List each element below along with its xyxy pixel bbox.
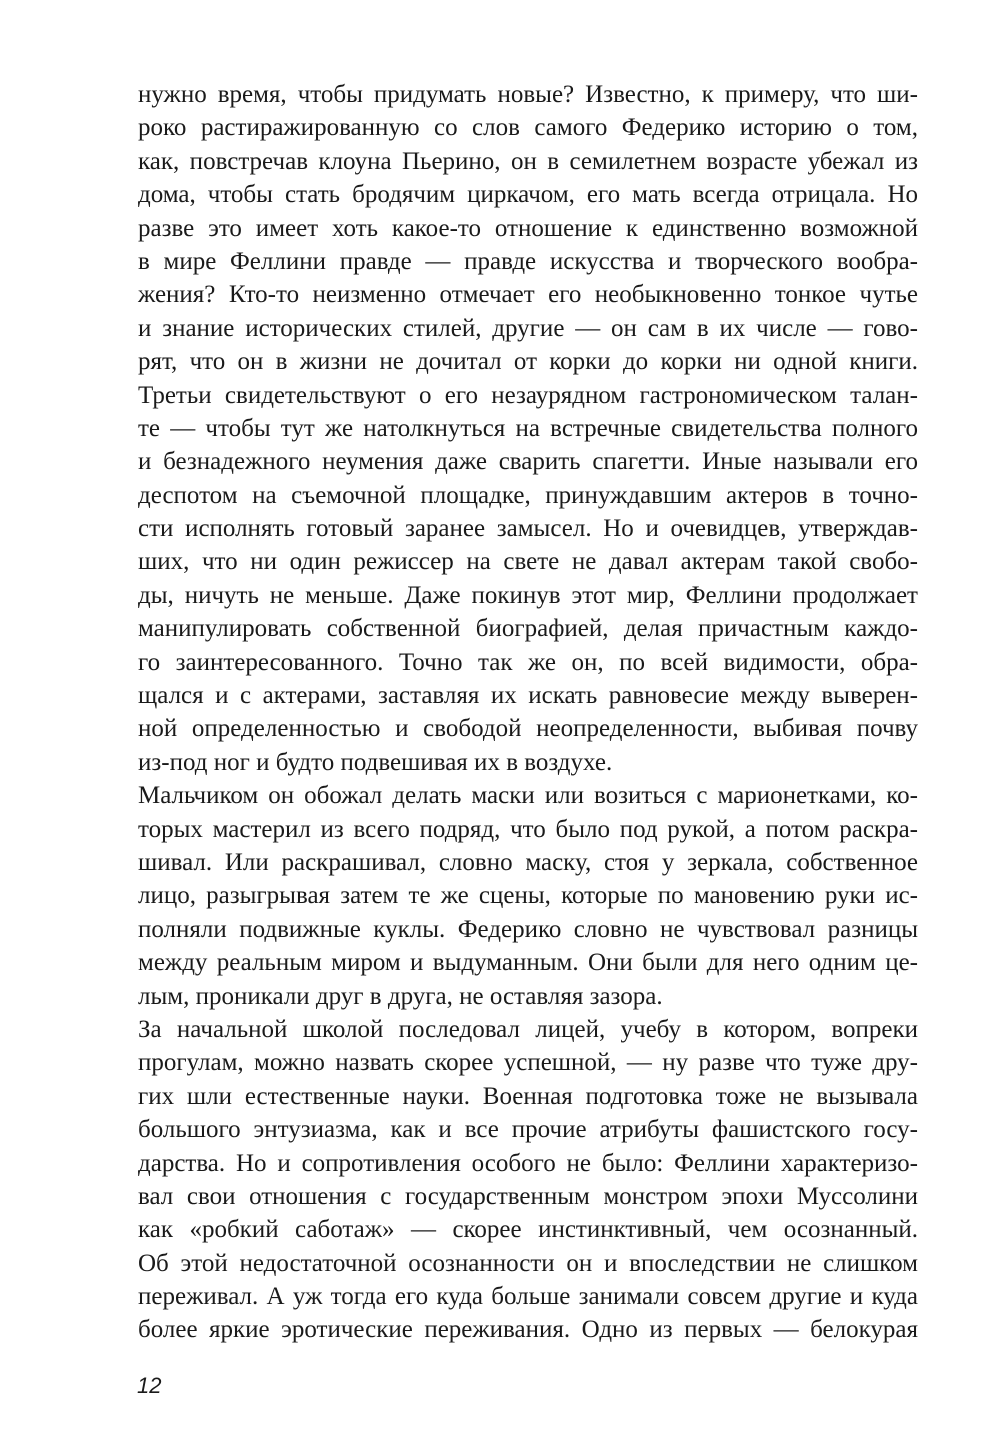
text-line: большого энтузиазма, как и все прочие атрибуты фашистского госу- xyxy=(138,1116,918,1144)
text-line: полняли подвижные куклы. Федерико словно не чувствовал разницы xyxy=(138,915,918,943)
text-line: нужно время, чтобы придумать новые? Известно, к примеру, что ши- xyxy=(138,81,918,108)
body-text xyxy=(138,78,918,1347)
paragraph xyxy=(138,78,918,779)
paragraph xyxy=(138,779,918,1013)
text-line: дома, чтобы стать бродячим циркачом, его мать всегда отрицала. Но xyxy=(138,181,918,209)
text-line: рят, что он в жизни не дочитал от корки до корки ни одной книги. xyxy=(138,348,918,376)
text-line: ной определенностью и свободой неопределенности, выбивая почву xyxy=(138,715,918,743)
text-line: деспотом на съемочной площадке, принуждавшим актеров в точно- xyxy=(138,481,918,509)
text-line: переживал. А уж тогда его куда больше занимали совсем другие и куда xyxy=(138,1283,918,1311)
text-line: лым, проникали друг в друга, не оставляя зазора. xyxy=(138,982,663,1010)
text-line: в мире Феллини правде — правде искусства и творческого вообра- xyxy=(138,247,918,275)
text-line: манипулировать собственной биографией, делая причастным каждо- xyxy=(138,615,918,643)
text-line: те — чтобы тут же натолкнуться на встречные свидетельства полного xyxy=(138,414,918,442)
text-line: го заинтересованного. Точно так же он, по всей видимости, обра- xyxy=(138,648,918,676)
text-line: вал свои отношения с государственным монстром эпохи Муссолини xyxy=(138,1182,918,1210)
page-number: 12 xyxy=(137,1373,162,1398)
text-line: щался и с актерами, заставляя их искать равновесие между выверен- xyxy=(138,682,918,710)
text-line: сти исполнять готовый заранее замысел. Но и очевидцев, утверждав- xyxy=(138,515,918,543)
text-line: Третьи свидетельствуют о его незаурядном гастрономическом талан- xyxy=(138,381,918,409)
paragraph xyxy=(138,1013,918,1347)
text-line: ших, что ни один режиссер на свете не давал актерам такой свобо- xyxy=(138,548,918,576)
text-line: как, повстречав клоуна Пьерино, он в семилетнем возрасте убежал из xyxy=(138,147,918,175)
text-line: ды, ничуть не меньше. Даже покинув этот мир, Феллини продолжает xyxy=(138,581,918,609)
text-line: Мальчиком он обожал делать маски или возиться с марионетками, ко- xyxy=(138,782,918,810)
text-line: из-под ног и будто подвешивая их в воздухе. xyxy=(138,748,613,776)
text-line: разве это имеет хоть какое-то отношение к единственно возможной xyxy=(138,214,918,242)
text-line: и безнадежного неумения даже сварить спагетти. Иные называли его xyxy=(138,448,918,476)
text-line: гих шли естественные науки. Военная подготовка тоже не вызывала xyxy=(138,1082,918,1110)
text-line: шивал. Или раскрашивал, словно маску, стоя у зеркала, собственное xyxy=(138,848,918,876)
text-line: более яркие эротические переживания. Одно из первых — белокурая xyxy=(138,1316,918,1344)
text-line: между реальным миром и выдуманным. Они были для него одним це- xyxy=(138,949,918,977)
text-line: и знание исторических стилей, другие — он сам в их числе — гово- xyxy=(138,314,918,342)
text-line: как «робкий саботаж» — скорее инстинктивный, чем осознанный. xyxy=(138,1216,918,1244)
text-line: жения? Кто-то неизменно отмечает его необыкновенно тонкое чутье xyxy=(138,281,918,309)
text-line: роко растиражированную со слов самого Федерико историю о том, xyxy=(138,114,918,142)
text-line: За начальной школой последовал лицей, учебу в котором, вопреки xyxy=(138,1015,918,1043)
text-line: лицо, разыгрывая затем те же сцены, которые по мановению руки ис- xyxy=(138,882,918,910)
text-line: Об этой недостаточной осознанности он и впоследствии не слишком xyxy=(138,1249,918,1277)
text-line: прогулам, можно назвать скорее успешной, — ну разве что туже дру- xyxy=(138,1049,918,1077)
text-line: торых мастерил из всего подряд, что было под рукой, а потом раскра- xyxy=(138,815,918,843)
text-line: дарства. Но и сопротивления особого не было: Феллини характеризо- xyxy=(138,1149,918,1177)
